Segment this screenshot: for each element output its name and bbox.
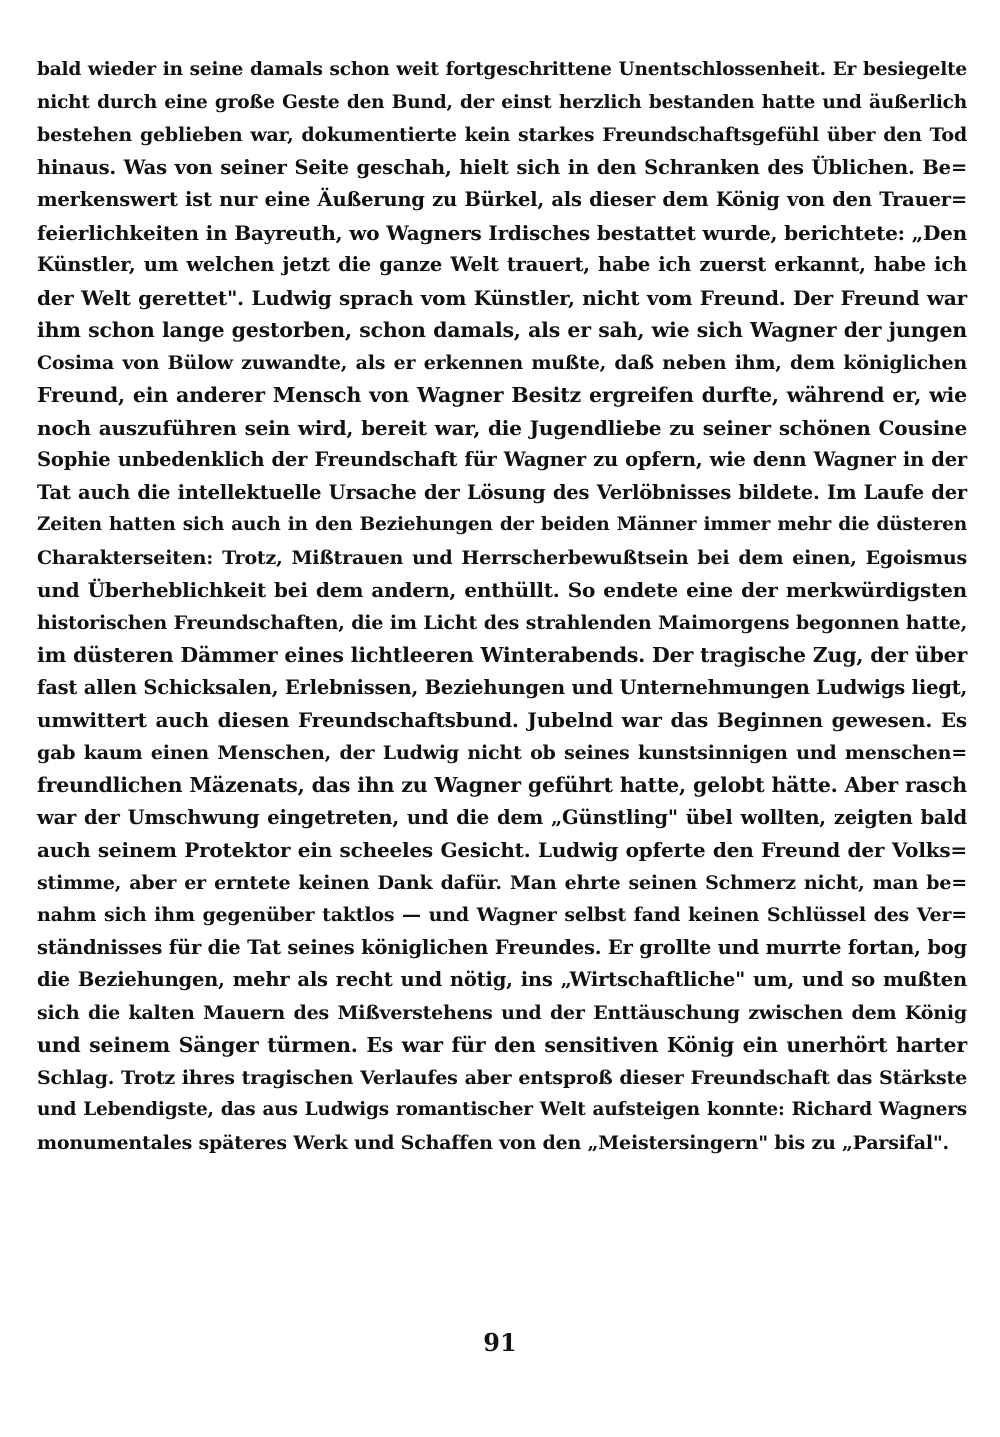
text-line: merkenswert ist nur eine Äußerung zu Bürkel, als dieser dem König von den Trauer=	[37, 188, 967, 211]
text-line: Cosima von Bülow zuwandte, als er erkennen mußte, daß neben ihm, dem königlichen	[37, 351, 967, 374]
text-line: hinaus. Was von seiner Seite geschah, hielt sich in den Schranken des Üblichen. Be=	[37, 155, 967, 179]
text-line: monumentales späteres Werk und Schaffen von den „Meistersingern" bis zu „Parsifal".	[37, 1131, 949, 1154]
text-line: nahm sich ihm gegenüber taktlos — und Wagner selbst fand keinen Schlüssel des Ver=	[37, 904, 967, 926]
text-line: Sophie unbedenklich der Freundschaft für Wagner zu opfern, wie denn Wagner in der	[37, 448, 967, 471]
text-line: auch seinem Protektor ein scheeles Gesicht. Ludwig opferte den Freund der Volks=	[37, 838, 967, 862]
text-line: historischen Freundschaften, die im Licht des strahlenden Maimorgens begonnen hatte,	[37, 611, 967, 634]
text-line: Zeiten hatten sich auch in den Beziehungen der beiden Männer immer mehr die düsteren	[37, 514, 967, 535]
text-line: Künstler, um welchen jetzt die ganze Welt trauert, habe ich zuerst erkannt, habe ich	[37, 253, 967, 276]
text-line: ihm schon lange gestorben, schon damals, als er sah, wie sich Wagner der jungen	[37, 318, 967, 342]
text-line: war der Umschwung eingetreten, und die dem „Günstling" übel wollten, zeigten bald	[37, 805, 967, 829]
text-line: im düsteren Dämmer eines lichtleeren Winterabends. Der tragische Zug, der über	[37, 643, 968, 667]
text-line: freundlichen Mäzenats, das ihn zu Wagner geführt hatte, gelobt hätte. Aber rasch	[37, 773, 967, 797]
text-line: bald wieder in seine damals schon weit fortgeschrittene Unentschlossenheit. Er besiegelte	[37, 59, 967, 80]
text-line: der Welt gerettet". Ludwig sprach vom Künstler, nicht vom Freund. Der Freund war	[37, 285, 967, 310]
text-line: und Überheblichkeit bei dem andern, enthüllt. So endete eine der merkwürdigsten	[37, 578, 967, 602]
text-line: ständnisses für die Tat seines königlichen Freundes. Er grollte und murrte fortan, bog	[37, 935, 967, 959]
text-line: feierlichkeiten in Bayreuth, wo Wagners Irdisches bestattet wurde, berichtete: „Den	[37, 220, 967, 245]
text-line: bestehen geblieben war, dokumentierte kein starkes Freundschaftsgefühl über den Tod	[37, 124, 967, 146]
text-line: Freund, ein anderer Mensch von Wagner Besitz ergreifen durfte, während er, wie	[37, 383, 967, 407]
text-line: umwittert auch diesen Freundschaftsbund. Jubelnd war das Beginnen gewesen. Es	[37, 708, 967, 732]
text-line: fast allen Schicksalen, Erlebnissen, Beziehungen und Unternehmungen Ludwigs liegt,	[37, 675, 968, 699]
text-line: sich die kalten Mauern des Mißverstehens und der Enttäuschung zwischen dem König	[37, 1001, 967, 1024]
text-line: die Beziehungen, mehr als recht und nötig, ins „Wirtschaftliche" um, und so mußten	[37, 968, 967, 991]
text-line: Schlag. Trotz ihres tragischen Verlaufes aber entsproß dieser Freundschaft das Stärkste	[37, 1066, 967, 1089]
page-number: 91	[483, 1328, 517, 1357]
text-line: und Lebendigste, das aus Ludwigs romantischer Welt aufsteigen konnte: Richard Wagners	[37, 1099, 967, 1120]
text-line: noch auszuführen sein wird, bereit war, die Jugendliebe zu seiner schönen Cousine	[37, 415, 967, 440]
text-line: gab kaum einen Menschen, der Ludwig nicht ob seines kunstsinnigen und menschen=	[37, 741, 967, 764]
text-line: nicht durch eine große Geste den Bund, der einst herzlich bestanden hatte und äußerlich	[37, 91, 967, 113]
text-line: stimme, aber er erntete keinen Dank dafür. Man ehrte seinen Schmerz nicht, man be=	[37, 871, 967, 894]
body-text	[37, 54, 967, 1159]
text-line: Charakterseiten: Trotz, Mißtrauen und Herrscherbewußtsein bei dem einen, Egoismus	[37, 546, 967, 569]
text-line: und seinem Sänger türmen. Es war für den sensitiven König ein unerhört harter	[37, 1033, 967, 1057]
text-line: Tat auch die intellektuelle Ursache der Lösung des Verlöbnisses bildete. Im Laufe der	[37, 480, 967, 504]
